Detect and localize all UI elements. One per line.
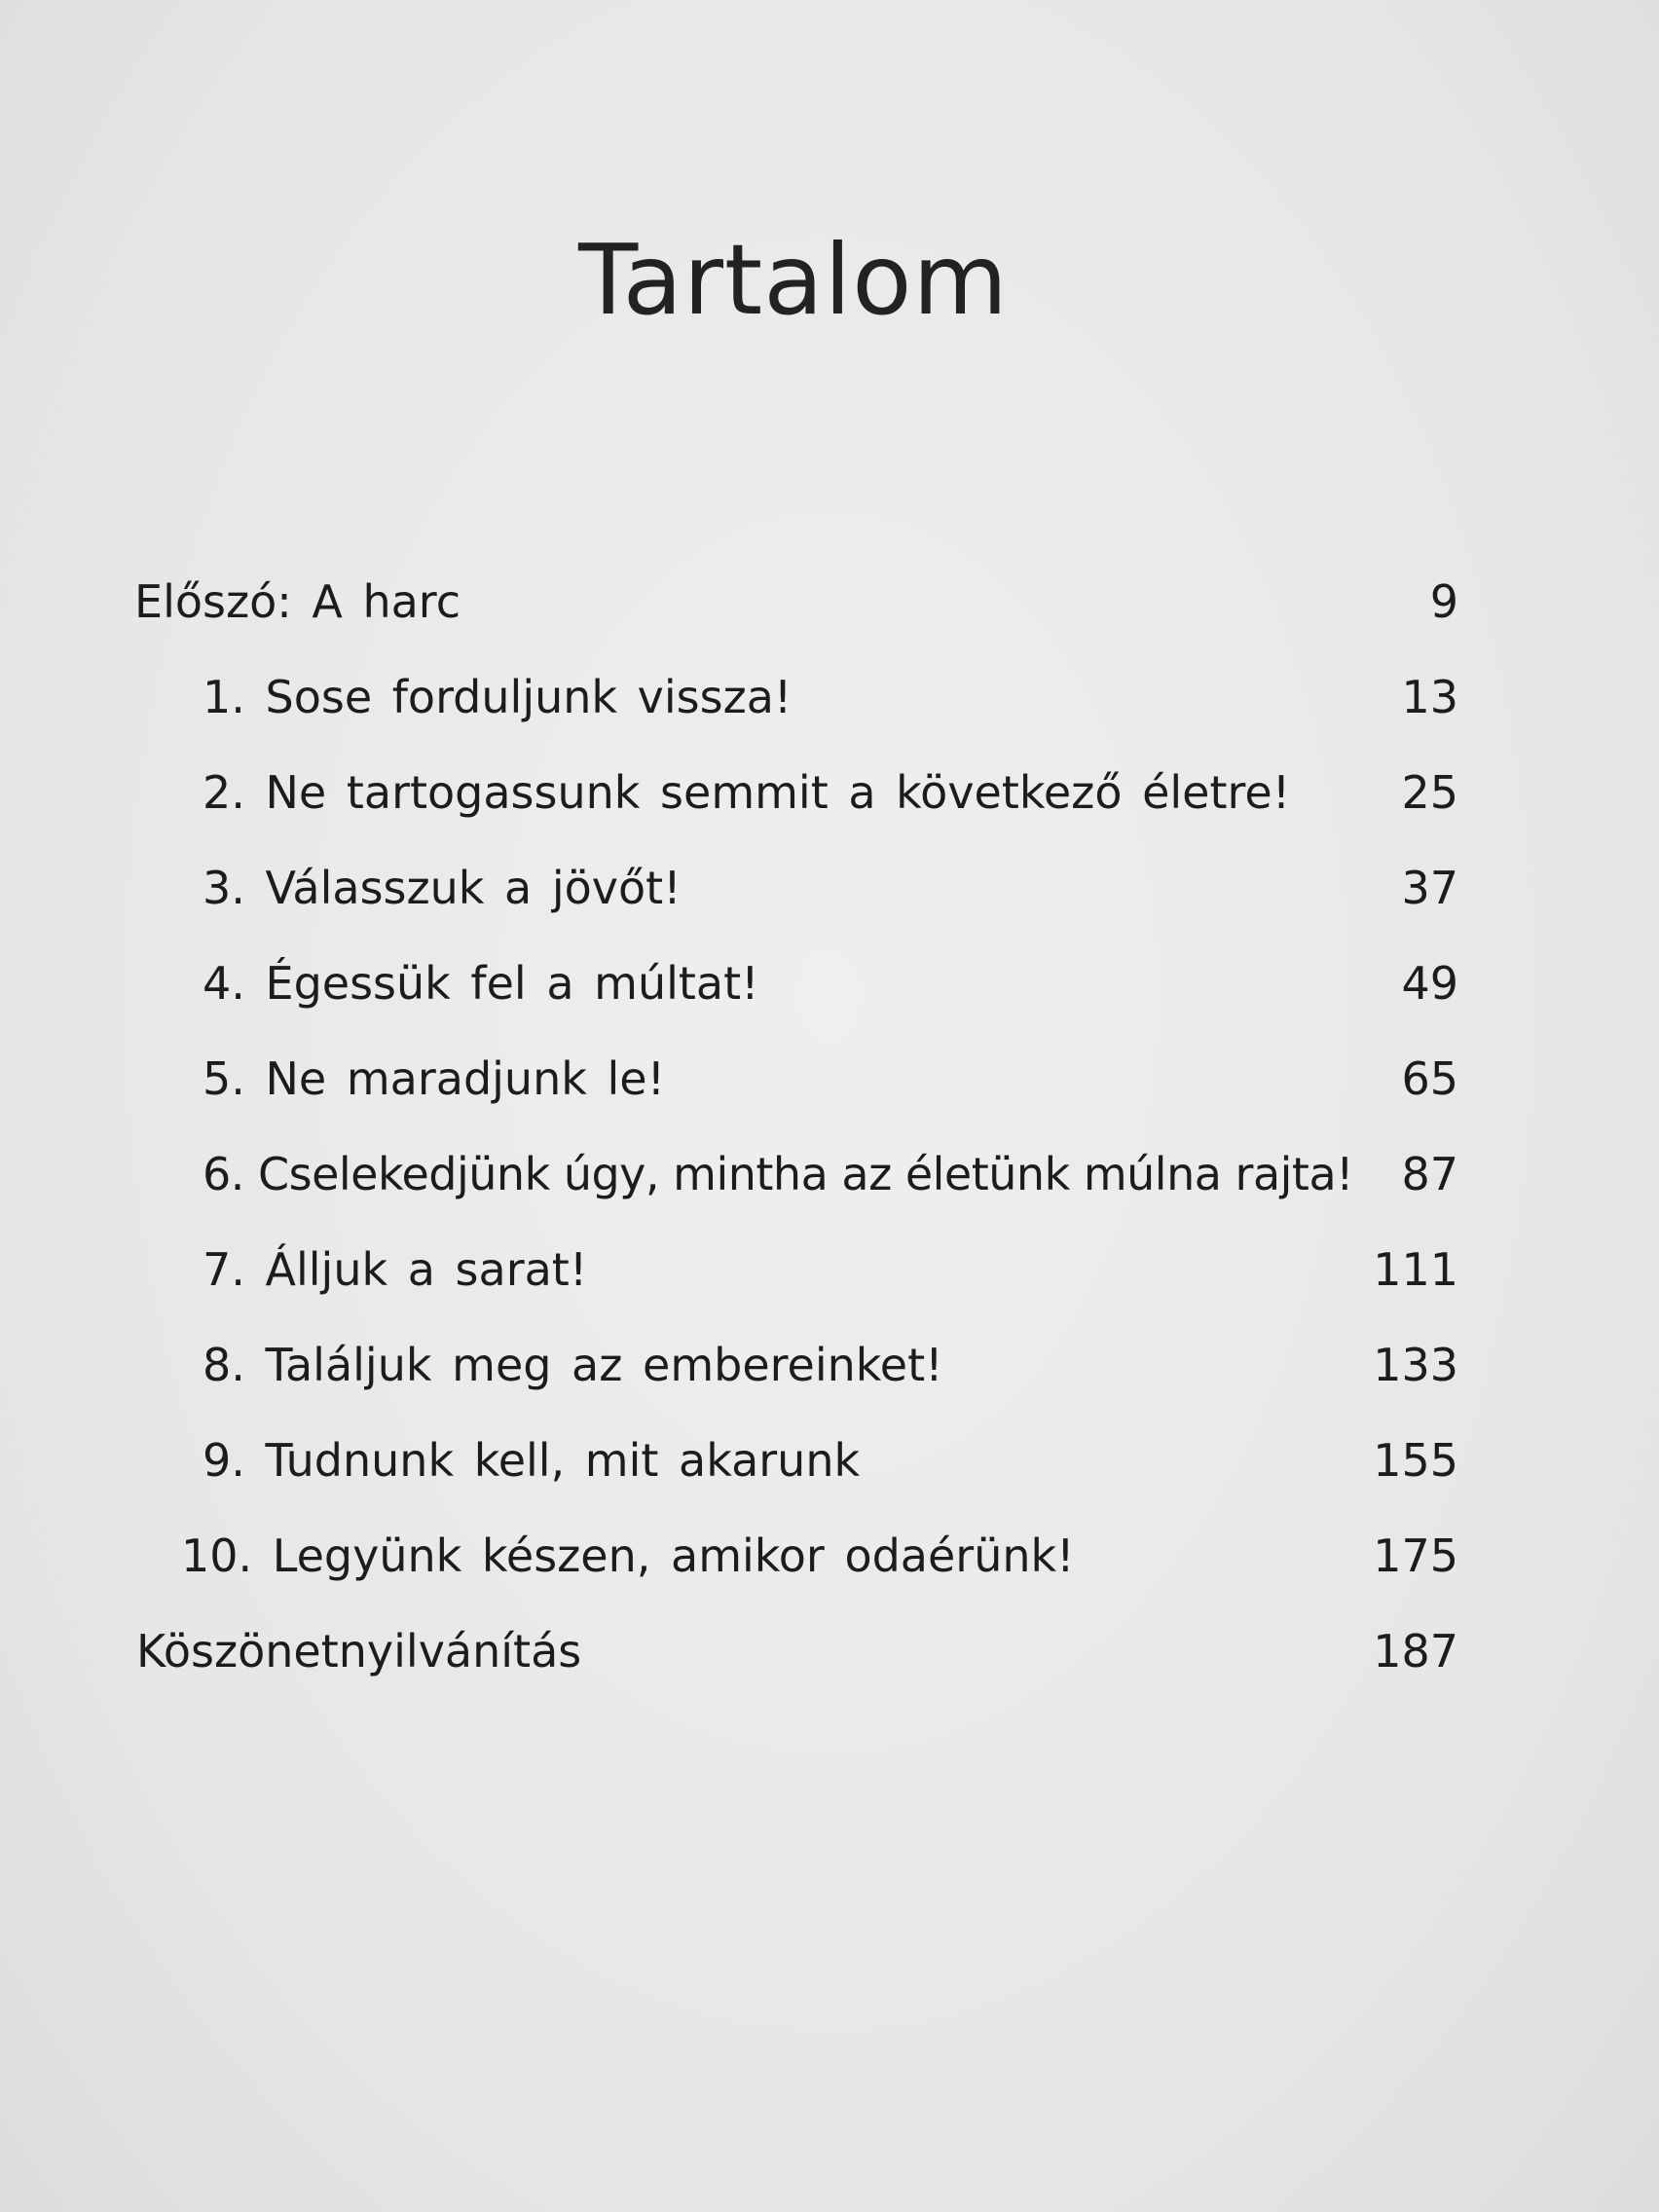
toc-entry-chapter-7 xyxy=(0,1231,1659,1309)
toc-entry-page: 111 xyxy=(1373,1243,1458,1296)
toc-entry-chapter-4 xyxy=(0,944,1659,1022)
toc-entry-chapter-1 xyxy=(0,658,1659,736)
toc-entry-label: 1. Sose forduljunk vissza! xyxy=(203,671,793,723)
toc-entry-page: 9 xyxy=(1429,575,1458,628)
toc-entry-acknowledgements xyxy=(0,1612,1659,1690)
toc-entry-label: 9. Tudnunk kell, mit akarunk xyxy=(203,1434,861,1487)
toc-entry-label: Előszó: A harc xyxy=(134,575,461,628)
toc-entry-chapter-8 xyxy=(0,1326,1659,1404)
toc-entry-label: 10. Legyünk készen, amikor odaérünk! xyxy=(181,1530,1075,1582)
toc-entry-page: 25 xyxy=(1401,766,1458,819)
toc-entry-page: 65 xyxy=(1401,1052,1458,1105)
toc-entry-chapter-5 xyxy=(0,1040,1659,1118)
page-title: Tartalom xyxy=(578,223,1009,337)
toc-entry-chapter-6 xyxy=(0,1135,1659,1213)
toc-entry-label: 5. Ne maradjunk le! xyxy=(203,1052,666,1105)
toc-entry-chapter-3 xyxy=(0,849,1659,927)
toc-entry-page: 187 xyxy=(1373,1625,1458,1677)
toc-entry-label: 4. Égessük fel a múltat! xyxy=(203,957,759,1010)
toc-entry-label: Köszönetnyilvánítás xyxy=(136,1625,582,1677)
toc-entry-chapter-2 xyxy=(0,754,1659,831)
toc-entry-page: 175 xyxy=(1373,1530,1458,1582)
toc-entry-chapter-10 xyxy=(0,1517,1659,1595)
toc-entry-label: 2. Ne tartogassunk semmit a következő életre! xyxy=(203,766,1291,819)
toc-entry-page: 155 xyxy=(1373,1434,1458,1487)
toc-entry-label: 6. Cselekedjünk úgy, mintha az életünk múlna rajta! xyxy=(203,1148,1354,1200)
toc-entry-page: 87 xyxy=(1401,1148,1458,1200)
toc-entry-page: 49 xyxy=(1401,957,1458,1010)
toc-entry-label: 7. Álljuk a sarat! xyxy=(203,1243,588,1296)
toc-entry-page: 13 xyxy=(1401,671,1458,723)
toc-entry-chapter-9 xyxy=(0,1421,1659,1499)
toc-entry-page: 133 xyxy=(1373,1339,1458,1391)
toc-entry-foreword xyxy=(0,563,1659,641)
toc-entry-label: 3. Válasszuk a jövőt! xyxy=(203,862,682,914)
toc-entry-label: 8. Találjuk meg az embereinket! xyxy=(203,1339,943,1391)
toc-entry-page: 37 xyxy=(1401,862,1458,914)
